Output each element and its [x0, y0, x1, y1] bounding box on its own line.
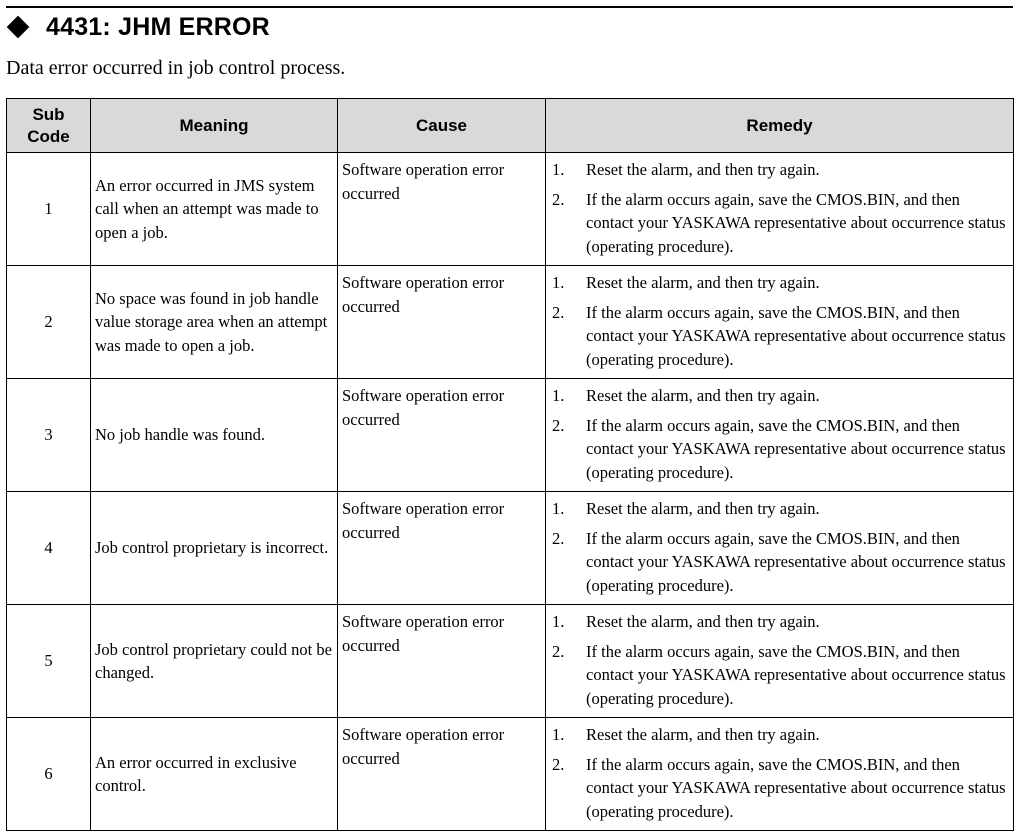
- sub-code-cell: 2: [7, 266, 91, 379]
- step-text: If the alarm occurs again, save the CMOS.BIN, and then contact your YASKAWA representative about occurrence status (operating procedure).: [586, 189, 1006, 256]
- table-row: [7, 266, 1014, 379]
- remedy-step: [552, 158, 1007, 182]
- remedy-cell: [546, 379, 1014, 492]
- remedy-cell: [546, 492, 1014, 605]
- remedy-step: [552, 753, 1007, 824]
- cause-cell: Software operation error occurred: [338, 379, 546, 492]
- step-text: Reset the alarm, and then try again.: [586, 160, 820, 179]
- meaning-cell: Job control proprietary could not be changed.: [91, 605, 338, 718]
- meaning-cell: An error occurred in JMS system call when an attempt was made to open a job.: [91, 153, 338, 266]
- table-row: [7, 605, 1014, 718]
- meaning-cell: No space was found in job handle value storage area when an attempt was made to open a job.: [91, 266, 338, 379]
- cause-cell: Software operation error occurred: [338, 605, 546, 718]
- step-text: Reset the alarm, and then try again.: [586, 386, 820, 405]
- step-text: If the alarm occurs again, save the CMOS.BIN, and then contact your YASKAWA representative about occurrence status (operating procedure).: [586, 302, 1006, 369]
- sub-code-cell: 4: [7, 492, 91, 605]
- step-text: If the alarm occurs again, save the CMOS.BIN, and then contact your YASKAWA representative about occurrence status (operating procedure).: [586, 415, 1006, 482]
- cause-cell: Software operation error occurred: [338, 153, 546, 266]
- remedy-cell: [546, 266, 1014, 379]
- header-remedy: Remedy: [546, 99, 1014, 153]
- step-number: 1.: [552, 386, 565, 405]
- step-number: 2.: [552, 641, 565, 661]
- step-number: 2.: [552, 302, 565, 322]
- page-title: 4431: JHM ERROR: [46, 12, 270, 41]
- remedy-step: [552, 527, 1007, 598]
- remedy-cell: [546, 153, 1014, 266]
- remedy-step: [552, 188, 1007, 259]
- cause-cell: Software operation error occurred: [338, 492, 546, 605]
- cause-cell: Software operation error occurred: [338, 718, 546, 831]
- step-text: Reset the alarm, and then try again.: [586, 612, 820, 631]
- remedy-cell: [546, 718, 1014, 831]
- table-row: [7, 379, 1014, 492]
- diamond-bullet-icon: [7, 16, 30, 39]
- step-number: 1.: [552, 725, 565, 744]
- step-number: 1.: [552, 273, 565, 292]
- step-number: 1.: [552, 612, 565, 631]
- remedy-step: [552, 271, 1007, 295]
- remedy-step: [552, 414, 1007, 485]
- remedy-step: [552, 640, 1007, 711]
- step-text: If the alarm occurs again, save the CMOS.BIN, and then contact your YASKAWA representative about occurrence status (operating procedure).: [586, 641, 1006, 708]
- alarm-table: [6, 98, 1014, 831]
- remedy-step: [552, 301, 1007, 372]
- table-row: [7, 492, 1014, 605]
- header-cause: Cause: [338, 99, 546, 153]
- sub-code-cell: 1: [7, 153, 91, 266]
- table-header-row: [7, 99, 1014, 153]
- sub-code-cell: 6: [7, 718, 91, 831]
- step-number: 2.: [552, 754, 565, 774]
- header-sub-code: Sub Code: [7, 99, 91, 153]
- step-text: If the alarm occurs again, save the CMOS.BIN, and then contact your YASKAWA representative about occurrence status (operating procedure).: [586, 528, 1006, 595]
- cause-cell: Software operation error occurred: [338, 266, 546, 379]
- alarm-heading: [6, 10, 270, 44]
- remedy-step: [552, 384, 1007, 408]
- meaning-cell: No job handle was found.: [91, 379, 338, 492]
- sub-code-cell: 3: [7, 379, 91, 492]
- table-row: [7, 718, 1014, 831]
- page-subtitle: Data error occurred in job control process.: [6, 57, 346, 79]
- step-number: 2.: [552, 415, 565, 435]
- step-number: 2.: [552, 189, 565, 209]
- meaning-cell: An error occurred in exclusive control.: [91, 718, 338, 831]
- remedy-step: [552, 497, 1007, 521]
- step-text: Reset the alarm, and then try again.: [586, 725, 820, 744]
- step-number: 1.: [552, 499, 565, 518]
- remedy-cell: [546, 605, 1014, 718]
- step-text: If the alarm occurs again, save the CMOS.BIN, and then contact your YASKAWA representative about occurrence status (operating procedure).: [586, 754, 1006, 821]
- top-rule: [6, 6, 1013, 8]
- step-number: 2.: [552, 528, 565, 548]
- step-text: Reset the alarm, and then try again.: [586, 499, 820, 518]
- header-meaning: Meaning: [91, 99, 338, 153]
- remedy-step: [552, 610, 1007, 634]
- table-row: [7, 153, 1014, 266]
- step-text: Reset the alarm, and then try again.: [586, 273, 820, 292]
- meaning-cell: Job control proprietary is incorrect.: [91, 492, 338, 605]
- step-number: 1.: [552, 160, 565, 179]
- remedy-step: [552, 723, 1007, 747]
- sub-code-cell: 5: [7, 605, 91, 718]
